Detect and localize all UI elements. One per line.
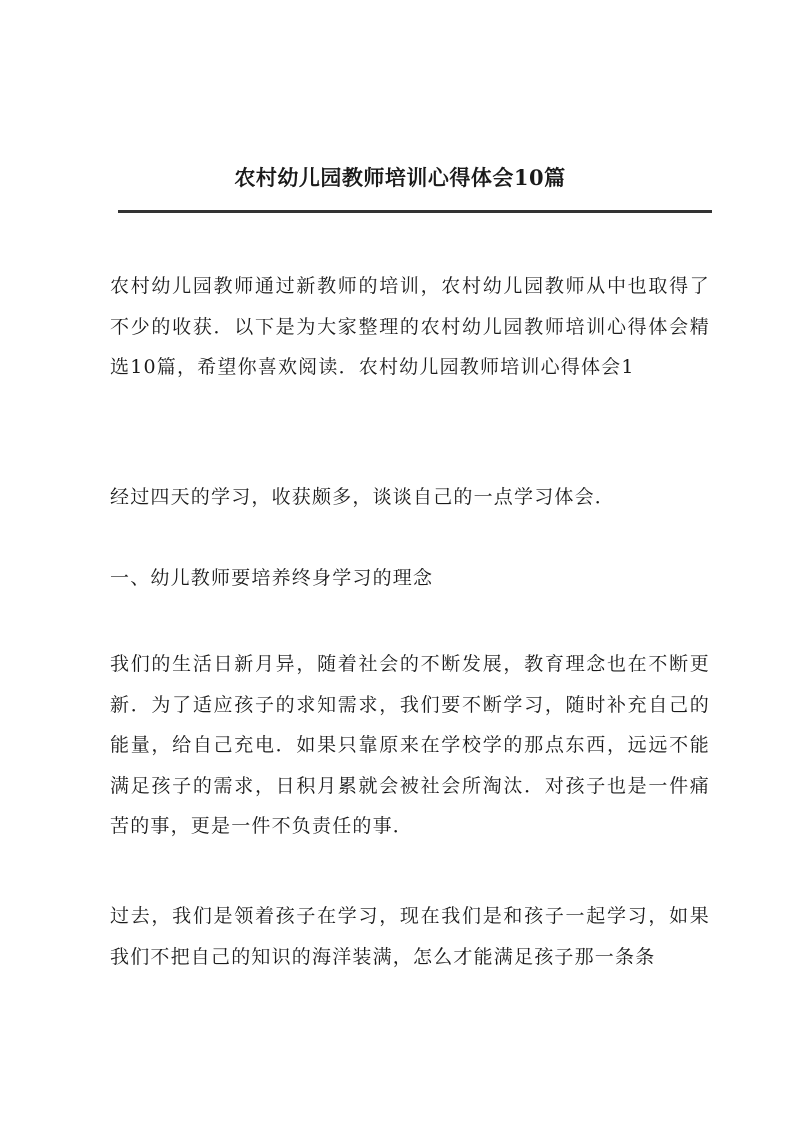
body-paragraph: 过去，我们是领着孩子在学习，现在我们是和孩子一起学习，如果我们不把自己的知识的海洋装满，怎么才能满足孩子那一条条 <box>110 905 710 968</box>
intro-paragraph: 农村幼儿园教师通过新教师的培训，农村幼儿园教师从中也取得了不少的收获．以下是为大家整理的农村幼儿园教师培训心得体会精选10篇，希望你喜欢阅读．农村幼儿园教师培训心得体会1 <box>110 275 710 378</box>
body-paragraph: 经过四天的学习，收获颇多，谈谈自己的一点学习体会． <box>110 486 616 508</box>
body-paragraph: 我们的生活日新月异，随着社会的不断发展，教育理念也在不断更新．为了适应孩子的求知需求，我们要不断学习，随时补充自己的能量，给自己充电．如果只靠原来在学校学的那点东西，远远不能满足孩子的需求，日积月累就会被社会所淘汰．对孩子也是一件痛苦的事，更是一件不负责任的事． <box>110 653 710 837</box>
title-underline <box>118 210 712 213</box>
document-title: 农村幼儿园教师培训心得体会10篇 <box>234 165 566 190</box>
section-heading: 一、幼儿教师要培养终身学习的理念 <box>110 567 434 589</box>
